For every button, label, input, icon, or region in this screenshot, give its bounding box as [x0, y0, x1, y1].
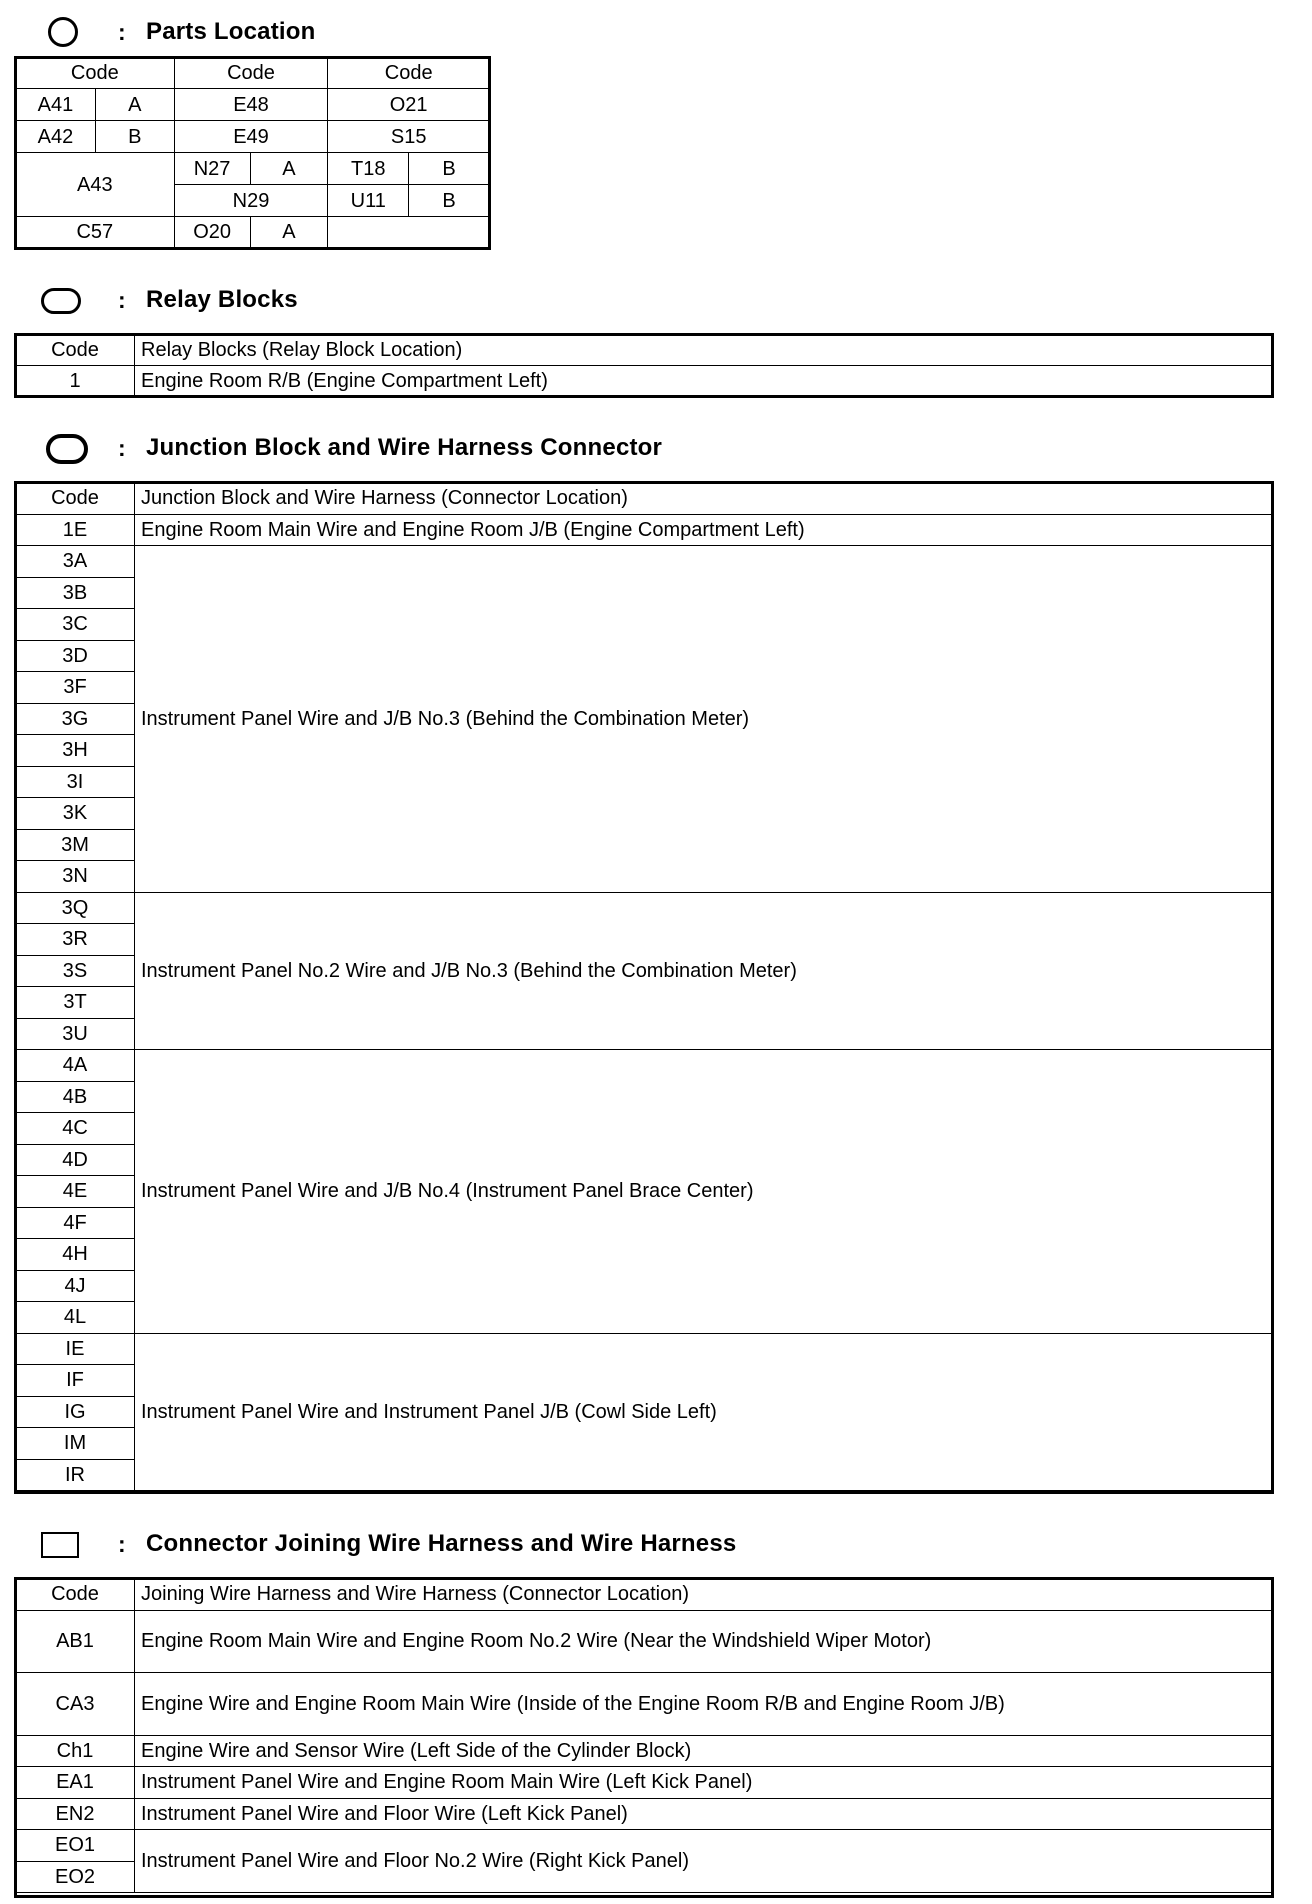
- header-colon: :: [118, 1531, 126, 1557]
- junction-block-header: [0, 429, 900, 469]
- code-cell: S15: [328, 121, 490, 153]
- header-code-cell: Code: [16, 1579, 135, 1611]
- code-cell: U11: [328, 185, 409, 217]
- code-cell: IR: [16, 1459, 135, 1491]
- table-row: [16, 1673, 1273, 1736]
- code-cell: IF: [16, 1365, 135, 1397]
- code-cell: 3H: [16, 735, 135, 767]
- code-cell: E49: [174, 121, 328, 153]
- code-cell: 4D: [16, 1144, 135, 1176]
- code-cell: 4C: [16, 1113, 135, 1145]
- code-cell: 3T: [16, 987, 135, 1019]
- desc-cell: Engine Wire and Sensor Wire (Left Side of the Cylinder Block): [135, 1735, 1273, 1767]
- desc-cell: Instrument Panel No.2 Wire and J/B No.3 (Behind the Combination Meter): [135, 892, 1273, 1050]
- table-row: [16, 514, 1273, 546]
- desc-cell: Engine Wire and Engine Room Main Wire (Inside of the Engine Room R/B and Engine Room J/B): [135, 1673, 1273, 1736]
- code-cell: A42: [16, 121, 96, 153]
- header-colon: :: [118, 435, 126, 461]
- code-cell: C57: [16, 217, 175, 248]
- connector-joining-table: [15, 1578, 1273, 1893]
- code-cell: 3G: [16, 703, 135, 735]
- code-cell: Ch1: [16, 1735, 135, 1767]
- header-desc-cell: Relay Blocks (Relay Block Location): [135, 335, 1273, 366]
- header-desc-cell: Joining Wire Harness and Wire Harness (Connector Location): [135, 1579, 1273, 1611]
- code-cell: EO2: [16, 1861, 135, 1893]
- code-cell: [328, 217, 490, 248]
- code-cell: O20: [174, 217, 250, 248]
- header-cell: Code: [174, 58, 328, 89]
- code-cell: 3S: [16, 955, 135, 987]
- code-cell: 3N: [16, 861, 135, 893]
- desc-cell: Engine Room Main Wire and Engine Room No.2 Wire (Near the Windshield Wiper Motor): [135, 1610, 1273, 1673]
- parts-location-table: [15, 57, 490, 248]
- code-cell: 3R: [16, 924, 135, 956]
- code-cell: 4H: [16, 1239, 135, 1271]
- desc-cell: Engine Room R/B (Engine Compartment Left): [135, 366, 1273, 397]
- parts-location-title: Parts Location: [146, 18, 316, 45]
- relay-blocks-title: Relay Blocks: [146, 286, 298, 313]
- desc-cell: Instrument Panel Wire and J/B No.3 (Behind the Combination Meter): [135, 546, 1273, 893]
- table-row: [16, 1333, 1273, 1365]
- code-cell: 1: [16, 366, 135, 397]
- code-cell: 4A: [16, 1050, 135, 1082]
- table-row: [16, 1050, 1273, 1082]
- code-cell: T18: [328, 153, 409, 185]
- desc-cell: Instrument Panel Wire and J/B No.4 (Instrument Panel Brace Center): [135, 1050, 1273, 1334]
- header-cell: Code: [328, 58, 490, 89]
- table-row: [16, 892, 1273, 924]
- circle-symbol-icon: [48, 17, 78, 47]
- parts-location-header: [0, 13, 900, 53]
- code-cell: IE: [16, 1333, 135, 1365]
- code-cell: B: [95, 121, 174, 153]
- code-cell: 3F: [16, 672, 135, 704]
- code-cell: O21: [328, 89, 490, 121]
- header-colon: :: [118, 287, 126, 313]
- connector-joining-title: Connector Joining Wire Harness and Wire Harness: [146, 1530, 737, 1557]
- relay-blocks-table: [15, 334, 1273, 397]
- code-cell: EN2: [16, 1798, 135, 1830]
- code-cell: 1E: [16, 514, 135, 546]
- desc-cell: Instrument Panel Wire and Floor No.2 Wire (Right Kick Panel): [135, 1830, 1273, 1893]
- code-cell: 3D: [16, 640, 135, 672]
- code-cell: EA1: [16, 1767, 135, 1799]
- table-row: [16, 1798, 1273, 1830]
- connector-joining-header: [0, 1525, 900, 1565]
- code-cell: 3A: [16, 546, 135, 578]
- code-cell: 3B: [16, 577, 135, 609]
- code-cell: E48: [174, 89, 328, 121]
- table-row: [16, 546, 1273, 578]
- code-cell: B: [409, 185, 490, 217]
- bold-oval-symbol-icon: [46, 434, 88, 464]
- code-cell: 4B: [16, 1081, 135, 1113]
- rectangle-symbol-icon: [41, 1532, 79, 1558]
- code-cell: 3I: [16, 766, 135, 798]
- header-code-cell: Code: [16, 335, 135, 366]
- code-cell: CA3: [16, 1673, 135, 1736]
- code-cell: 3Q: [16, 892, 135, 924]
- table-row: [16, 1610, 1273, 1673]
- junction-block-table: [15, 482, 1273, 1491]
- code-cell: A: [250, 217, 328, 248]
- code-cell: 4L: [16, 1302, 135, 1334]
- code-cell: A: [250, 153, 328, 185]
- code-cell: B: [409, 153, 490, 185]
- oval-symbol-icon: [41, 288, 81, 314]
- code-cell: A: [95, 89, 174, 121]
- code-cell: N29: [174, 185, 328, 217]
- code-cell: AB1: [16, 1610, 135, 1673]
- code-cell: IG: [16, 1396, 135, 1428]
- table-row: [16, 1767, 1273, 1799]
- header-desc-cell: Junction Block and Wire Harness (Connector Location): [135, 483, 1273, 515]
- junction-block-title: Junction Block and Wire Harness Connector: [146, 434, 663, 461]
- header-cell: Code: [16, 58, 175, 89]
- desc-cell: Instrument Panel Wire and Engine Room Main Wire (Left Kick Panel): [135, 1767, 1273, 1799]
- code-cell: 3M: [16, 829, 135, 861]
- table-row: [16, 1735, 1273, 1767]
- code-cell: IM: [16, 1428, 135, 1460]
- code-cell: 3C: [16, 609, 135, 641]
- code-cell: 3U: [16, 1018, 135, 1050]
- desc-cell: Instrument Panel Wire and Floor Wire (Left Kick Panel): [135, 1798, 1273, 1830]
- code-cell: A41: [16, 89, 96, 121]
- header-code-cell: Code: [16, 483, 135, 515]
- code-cell: A43: [16, 153, 175, 217]
- code-cell: 3K: [16, 798, 135, 830]
- desc-cell: Engine Room Main Wire and Engine Room J/B (Engine Compartment Left): [135, 514, 1273, 546]
- desc-cell: Instrument Panel Wire and Instrument Panel J/B (Cowl Side Left): [135, 1333, 1273, 1491]
- code-cell: 4J: [16, 1270, 135, 1302]
- code-cell: N27: [174, 153, 250, 185]
- code-cell: 4F: [16, 1207, 135, 1239]
- code-cell: EO1: [16, 1830, 135, 1862]
- code-cell: 4E: [16, 1176, 135, 1208]
- relay-blocks-header: [0, 281, 900, 321]
- header-colon: :: [118, 19, 126, 45]
- table-row: [16, 1830, 1273, 1862]
